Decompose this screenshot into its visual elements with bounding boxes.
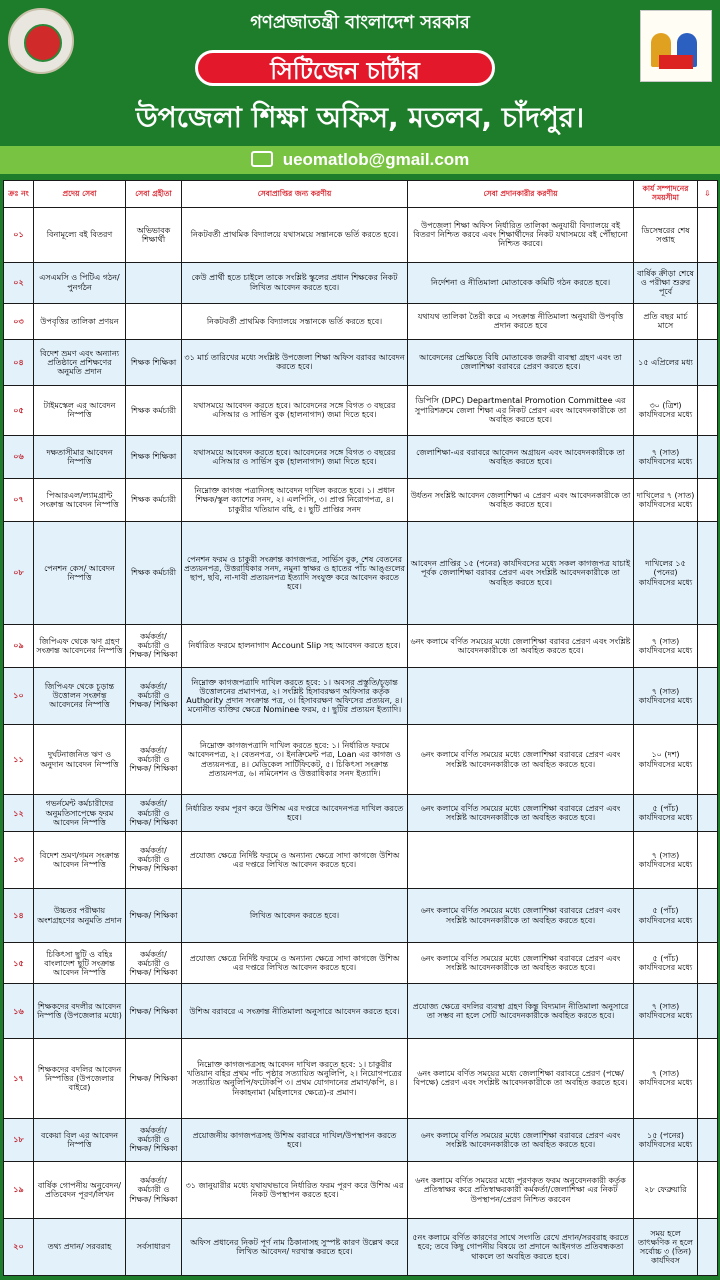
table-row — [4, 943, 718, 984]
header-recipient: সেবা গ্রহীতা — [126, 181, 182, 208]
row-timeframe: ৫ (পাঁচ) কার্যদিবসের মধ্যে — [634, 795, 698, 831]
row-provider-action: নির্দেশনা ও নীতিমালা মোতাবেক কমিটি গঠন করতে হবে। — [408, 262, 634, 303]
row-service: জিপিএফ থেকে ঋণ গ্রহণ সংক্রান্ত আবেদনের নিস্পত্তি — [34, 624, 126, 667]
row-recipient-action: ৩১ মার্চ তারিখের মধ্যে সংশ্লিষ্ট উপজেলা শিক্ষা অফিস বরাবর আবেদন করতে হবে। — [182, 340, 408, 386]
row-blank — [698, 208, 718, 263]
row-recipient: শিক্ষক কর্মচারী — [126, 385, 182, 435]
row-blank — [698, 943, 718, 984]
row-blank — [698, 984, 718, 1039]
row-service: জিপিএফ থেকে চূড়ান্ত উত্তোলন সংক্রান্ত আবেদনের নিস্পত্তি — [34, 667, 126, 724]
row-recipient: কর্মকর্তা/ কর্মচারী ও শিক্ষক/ শিক্ষিকা — [126, 667, 182, 724]
row-service: চিকিৎসা ছুটি ও বহিঃ বাংলাদেশ ছুটি সংক্রান্ত আবেদন নিস্পত্তি — [34, 943, 126, 984]
row-recipient: শিক্ষক/ শিক্ষিকা — [126, 1039, 182, 1119]
row-service: বিদেশ ভ্রমণ/গমন সংক্রান্ত আবেদন নিস্পত্তি — [34, 831, 126, 888]
row-blank — [698, 831, 718, 888]
row-service: উচ্চতর পরীক্ষায় অংশগ্রহণের অনুমতি প্রদান — [34, 888, 126, 943]
row-serial: ১৪ — [4, 888, 34, 943]
row-serial: ১১ — [4, 724, 34, 795]
row-serial: ০৫ — [4, 385, 34, 435]
row-provider-action: ৫নং কলামে বর্ণিত কারণের সাথে সংগতি রেখে প্রদান/সরবরাহ করতে হবে; তবে কিছু গোপনীয় বিষয়ে তা প্রদানে আইনগত প্রতিবন্ধকতা থাকলে তা অবহিত করতে হবে। — [408, 1218, 634, 1275]
row-timeframe: দাখিলের ৭ (সাত) কার্যদিবসের মধ্যে — [634, 478, 698, 521]
row-timeframe: ৭ (সাত) কার্যদিবসের মধ্যে — [634, 667, 698, 724]
row-blank — [698, 435, 718, 478]
table-row — [4, 303, 718, 339]
row-timeframe: ১৫ এপ্রিলের মধ্য — [634, 340, 698, 386]
row-provider-action: উপজেলা শিক্ষা অফিস নির্ধারিত তালিকা অনুযায়ী বিদ্যালয়ে বই বিতরণ নিশ্চিত করবে এবং শিক্ষার্থীদের নিকট যথাসময়ে বই পৌঁছানো নিশ্চিত করবে। — [408, 208, 634, 263]
row-service: টাইমস্কেল এর আবেদন নিস্পত্তি — [34, 385, 126, 435]
row-service: তথ্য প্রদান/ সরবরাহ — [34, 1218, 126, 1275]
row-recipient — [126, 262, 182, 303]
row-service: পিআরএল/ল্যামগ্রান্ট সংক্রান্ত আবেদন নিস্পত্তি — [34, 478, 126, 521]
table-row — [4, 624, 718, 667]
row-timeframe: ৫ (পাঁচ) কার্যদিবসের মধ্যে — [634, 888, 698, 943]
row-recipient-action: যথাসময়ে আবেদন করতে হবে। আবেদনের সঙ্গে বিগত ৩ বছরের এসিআর ও সার্ভিস বুক (হালনাগাদ) জমা দিতে হবে। — [182, 435, 408, 478]
table-row — [4, 385, 718, 435]
row-recipient-action: নিম্নোক্ত কাগজপত্রাদি দাখিল করতে হবে: ১। অবসর প্রস্তুতি/চূড়ান্ত উত্তোলনের প্রমাণপত্র, ২। সংশ্লিষ্ট হিসাবরক্ষণ অফিসার কর্তৃক Authority প্রদান সংক্রান্ত পত্র, ৩। হিসাবরক্ষণ অফিসের প্রত্যয়ন, ৪। মনোনীত ব্যক্তির ক্ষেত্রে Nominee ফরম, ৫। ছুটির প্রত্যয়ন ইত্যাদি। — [182, 667, 408, 724]
row-provider-action: জেলাশিক্ষা-এর বরাবরে আবেদন অগ্রায়ন এবং আবেদনকারীকে তা অবহিত করতে হবে। — [408, 435, 634, 478]
row-timeframe: ১০ (দশ) কার্যদিবসের মধ্যে — [634, 724, 698, 795]
row-blank — [698, 340, 718, 386]
row-serial: ০৩ — [4, 303, 34, 339]
row-recipient-action: পেনশন ফরম ও চাকুরী সংক্রান্ত কাগজপত্র, সার্ভিস বুক, শেষ বেতনের প্রত্যয়নপত্র, উত্তরাধিকার সনদ, নমুনা স্বাক্ষর ও হাতের পাঁচ আঙ্গুলের ছাপ, ছবি, না-দাবী প্রত্যয়নপত্র ইত্যাদি সংযুক্ত করে আবেদন করতে হবে। — [182, 522, 408, 624]
row-serial: ১২ — [4, 795, 34, 831]
table-row — [4, 888, 718, 943]
row-recipient: অভিভাবক শিক্ষার্থী — [126, 208, 182, 263]
table-row — [4, 1118, 718, 1161]
row-timeframe: বার্ষিক ক্রীড়া শেষে ও পরীক্ষা শুরুর পূর্বে — [634, 262, 698, 303]
row-recipient-action: নির্ধারিত ফরম পূরণ করে উশিঅ এর দপ্তরে আবেদনপত্র দাখিল করতে হবে। — [182, 795, 408, 831]
row-blank — [698, 1218, 718, 1275]
row-serial: ২০ — [4, 1218, 34, 1275]
row-recipient: সর্বসাধারণ — [126, 1218, 182, 1275]
table-row — [4, 1218, 718, 1275]
row-provider-action: ৬নং কলামে বর্ণিত সময়ের মধ্যে জেলাশিক্ষা বরাবরে প্রেরণ এবং সংশ্লিষ্ট আবেদনকারীকে তা অবহিত করতে হবে। — [408, 943, 634, 984]
row-blank — [698, 262, 718, 303]
row-serial: ০৮ — [4, 522, 34, 624]
row-service: গভর্নমেন্ট কর্মচারীদের অনুমতিসাপেক্ষে ফরম আবেদন নিস্পত্তি — [34, 795, 126, 831]
row-provider-action: ৬নং কলামে বর্ণিত সময়ের মধ্যে জেলাশিক্ষা বরাবরে প্রেরণ (পক্ষে/বিপক্ষে) প্রেরণ এবং সংশ্লিষ্ট আবেদনকারীকে তা অবহিত করতে হবে। — [408, 1039, 634, 1119]
row-provider-action: ডিপিসি (DPC) Departmental Promotion Committee এর সুপারিশক্রমে জেলা শিক্ষা এর নিকট প্রেরণ এবং আবেদনকারীকে তা অবহিত করতে হবে। — [408, 385, 634, 435]
citizen-charter-title: সিটিজেন চার্টার — [195, 50, 495, 86]
row-recipient-action: নিকটবর্তী প্রাথমিক বিদ্যালয়ে যথাসময়ে সন্তানকে ভর্তি করতে হবে। — [182, 208, 408, 263]
row-blank — [698, 1039, 718, 1119]
header-timeframe: কার্য সম্পাদনের সময়সীমা — [634, 181, 698, 208]
row-serial: ১৯ — [4, 1162, 34, 1219]
row-serial: ০১ — [4, 208, 34, 263]
row-blank — [698, 303, 718, 339]
header-arrow-icon: ⇩ — [698, 181, 718, 208]
row-service: শিক্ষকদের বদলীর আবেদন নিস্পত্তি (উপজেলার মধ্যে) — [34, 984, 126, 1039]
row-serial: ১৫ — [4, 943, 34, 984]
header-serial: ক্রঃ নং — [4, 181, 34, 208]
row-recipient: শিক্ষক শিক্ষিকা — [126, 435, 182, 478]
row-recipient-action: নিম্নোক্ত কাগজপত্রসহ আবেদন দাখিল করতে হবে: ১। চাকুরীর খতিয়ান বহির প্রথম পাঁচ পৃষ্ঠার সত্যায়িত অনুলিপি, ২। নিয়োগপত্রের সত্যায়িত অনুলিপি/ফটোকপি ৩। প্রথম যোগদানের প্রমাণ/কপি, ৪। নিকাহনামা (মহিলাদের ক্ষেত্রে)-র প্রমাণ। — [182, 1039, 408, 1119]
row-recipient-action: নিম্নোক্ত কাগজ পত্রাদিসহ আবেদন দাখিল করতে হবে। ১। প্রধান শিক্ষক/স্কুল ক্যাশের সনদ, ২। এলপিসি, ৩। প্রাপ্ত নিরোগপত্র, ৪। চাকুরীর খতিয়ান বহি, ৫। ছুটি প্রাপ্তির সনদ — [182, 478, 408, 521]
row-provider-action: ৬নং কলামে বর্ণিত সময়ের মধ্যে জেলাশিক্ষা বরাবরে প্রেরণ এবং সংশ্লিষ্ট আবেদনকারীকে তা অবহিত করতে হবে। — [408, 1118, 634, 1161]
row-serial: ১৬ — [4, 984, 34, 1039]
row-recipient-action: লিখিত আবেদন করতে হবে। — [182, 888, 408, 943]
row-timeframe: ৭ (সাত) কার্যদিবসের মধ্যে — [634, 831, 698, 888]
row-recipient-action: নিকটবর্তী প্রাথমিক বিদ্যালয়ে সন্তানকে ভর্তি করতে হবে। — [182, 303, 408, 339]
table-row — [4, 478, 718, 521]
row-blank — [698, 724, 718, 795]
row-serial: ০৯ — [4, 624, 34, 667]
row-provider-action: যথাযথ তালিকা তৈরী করে এ সংক্রান্ত নীতিমালা অনুযায়ী উপবৃত্তি প্রদান করতে হবে — [408, 303, 634, 339]
row-recipient-action: ৩১ জানুয়ারীর মধ্যে যথাযথভাবে নির্ধারিত ফরম পূরণ করে উশিঅ এর নিকট উপস্থাপন করতে হবে। — [182, 1162, 408, 1219]
row-serial: ০৪ — [4, 340, 34, 386]
row-recipient-action: প্রয়োজনীয় কাগজপত্রসহ উশিঅ বরাবরে দাখিল/উপস্থাপন করতে হবে। — [182, 1118, 408, 1161]
government-title: গণপ্রজাতন্ত্রী বাংলাদেশ সরকার — [250, 12, 470, 33]
row-provider-action: ৬নং কলামে বর্ণিত সময়ের মধ্যে জেলাশিক্ষা বরাবরে প্রেরণ এবং সংশ্লিষ্ট আবেদনকারীকে তা অবহিত করতে হবে। — [408, 888, 634, 943]
row-provider-action: ৬নং কলামে বর্ণিত সময়ের মধ্যে জেলাশিক্ষা বরাবরে প্রেরণ এবং সংশ্লিষ্ট আবেদনকারীকে তা অবহিত করতে হবে। — [408, 795, 634, 831]
email-bar — [0, 146, 720, 174]
row-provider-action — [408, 831, 634, 888]
table-row — [4, 522, 718, 624]
row-provider-action: ৬নং কলামে বর্ণিত সময়ের মধ্যে জেলাশিক্ষা বরাবরে প্রেরণ এবং সংশ্লিষ্ট আবেদনকারীকে তা অবহিত করতে হবে। — [408, 724, 634, 795]
row-provider-action: আবেদনের প্রেক্ষিতে বিধি মোতাবেক জরুরী ব্যবস্থা গ্রহণ এবং তা জেলাশিক্ষা বরাবরে প্রেরণ করতে হবে। — [408, 340, 634, 386]
row-serial: ০৬ — [4, 435, 34, 478]
row-serial: ১৩ — [4, 831, 34, 888]
education-logo — [640, 10, 712, 82]
table-header-row — [4, 181, 718, 208]
row-service: দক্ষতাসীমার আবেদন নিস্পত্তি — [34, 435, 126, 478]
row-blank — [698, 1118, 718, 1161]
row-recipient-action: প্রযোজ্য ক্ষেত্রে নির্দিষ্ট ফরমে ও অন্যান্য ক্ষেত্রে সাদা কাগজে উশিঅ এর দপ্তরে লিখিত আবেদন করতে হবে। — [182, 831, 408, 888]
row-serial: ০২ — [4, 262, 34, 303]
table-row — [4, 435, 718, 478]
row-recipient: কর্মকর্তা/ কর্মচারী ও শিক্ষক/ শিক্ষিকা — [126, 724, 182, 795]
row-blank — [698, 888, 718, 943]
row-recipient: কর্মকর্তা/ কর্মচারী ও শিক্ষক/ শিক্ষিকা — [126, 624, 182, 667]
row-timeframe: ২৮ ফেব্রুয়ারি — [634, 1162, 698, 1219]
row-recipient: শিক্ষক/ শিক্ষিকা — [126, 888, 182, 943]
row-service: এসএমসি ও পিটিএ গঠন/পুনর্গঠন — [34, 262, 126, 303]
row-recipient: শিক্ষক কর্মচারী — [126, 478, 182, 521]
row-blank — [698, 1162, 718, 1219]
row-service: বিনামূল্যে বই বিতরণ — [34, 208, 126, 263]
row-service: উপবৃত্তির তালিকা প্রণয়ন — [34, 303, 126, 339]
table-row — [4, 1039, 718, 1119]
row-recipient-action: প্রযোজ্য ক্ষেত্রে নির্দিষ্ট ফরমে ও অন্যান্য ক্ষেত্রে সাদা কাগজে উশিঅ এর দপ্তরে লিখিত আবেদন করতে হবে। — [182, 943, 408, 984]
row-service: দুর্ঘটনাজনিত ঋণ ও অনুদান আবেদন নিস্পত্তি — [34, 724, 126, 795]
row-recipient-action: উশিঅ বরাবরে এ সংক্রান্ত নীতিমালা অনুসারে আবেদন করতে হবে। — [182, 984, 408, 1039]
header-service: প্রদেয় সেবা — [34, 181, 126, 208]
row-service: বকেয়া বিল এর আবেদন নিস্পত্তি — [34, 1118, 126, 1161]
row-timeframe: ১৫ (পনের) কার্যদিবসের মধ্যে — [634, 1118, 698, 1161]
table-row — [4, 667, 718, 724]
table-row — [4, 340, 718, 386]
row-recipient: শিক্ষক/ শিক্ষিকা — [126, 984, 182, 1039]
row-serial: ০৭ — [4, 478, 34, 521]
email-icon — [251, 151, 273, 167]
row-service: পেনশন কেস/ আবেদন নিস্পত্তি — [34, 522, 126, 624]
row-timeframe: ৩০ (ত্রিশ) কার্যদিবসের মধ্যে — [634, 385, 698, 435]
table-row — [4, 795, 718, 831]
row-serial: ১০ — [4, 667, 34, 724]
table-row — [4, 984, 718, 1039]
row-provider-action: ৬নং কলামে বর্ণিত সময়ের মধ্যে পূরণকৃত ফরম অনুবেদনকারী কর্তৃক প্রতিস্বাক্ষর করে প্রতিস্বাক্ষরকারী কর্মকর্তা/জেলাশিক্ষা এর নিকট উপস্থাপন/প্রেরণ নিশ্চিত করবেন — [408, 1162, 634, 1219]
table-row — [4, 208, 718, 263]
row-service: বার্ষিক গোপনীয় অনুবেদন/প্রতিবেদন পূরণ/লিখন — [34, 1162, 126, 1219]
row-timeframe: ৭ (সাত) কার্যদিবসের মধ্যে — [634, 624, 698, 667]
row-service: শিক্ষকদের বদলির আবেদন নিস্পত্তির (উপজেলার বাইরে) — [34, 1039, 126, 1119]
row-recipient: কর্মকর্তা/ কর্মচারী ও শিক্ষক/ শিক্ষিকা — [126, 831, 182, 888]
row-recipient: কর্মকর্তা/ কর্মচারী ও শিক্ষক/ শিক্ষিকা — [126, 1162, 182, 1219]
row-provider-action — [408, 667, 634, 724]
row-recipient: শিক্ষক শিক্ষিকা — [126, 340, 182, 386]
row-recipient: কর্মকর্তা/ কর্মচারী ও শিক্ষক/ শিক্ষিকা — [126, 943, 182, 984]
row-recipient: কর্মকর্তা/ কর্মচারী ও শিক্ষক/ শিক্ষিকা — [126, 1118, 182, 1161]
header — [0, 0, 720, 146]
header-recipient-action: সেবাপ্রাপ্তির জন্য করণীয় — [182, 181, 408, 208]
row-timeframe: ৭ (সাত) কার্যদিবসের মধ্যে — [634, 984, 698, 1039]
row-serial: ১৮ — [4, 1118, 34, 1161]
row-provider-action: ৬নং কলামে বর্ণিত সময়ের মধ্যে জেলাশিক্ষা বরাবর প্রেরণ এবং সংশ্লিষ্ট আবেদনকারীকে তা অবহিত করতে হবে। — [408, 624, 634, 667]
table-row — [4, 262, 718, 303]
row-provider-action: প্রযোজ্য ক্ষেত্রে বদলির ব্যবস্থা গ্রহণ কিন্তু বিদ্যমান নীতিমালা অনুসারে তা সম্ভব না হলে সেটি আবেদনকারীকে অবহিত করতে হবে। — [408, 984, 634, 1039]
table-row — [4, 831, 718, 888]
row-recipient: শিক্ষক কর্মচারী — [126, 522, 182, 624]
email-address[interactable]: ueomatlob@gmail.com — [282, 150, 470, 169]
citizen-charter-table — [3, 180, 718, 1276]
row-recipient — [126, 303, 182, 339]
row-blank — [698, 522, 718, 624]
row-blank — [698, 795, 718, 831]
header-provider-action: সেবা প্রদানকারীর করণীয় — [408, 181, 634, 208]
row-recipient-action: নির্ধারিত ফরমে হালনাগাদ Account Slip সহ আবেদন করতে হবে। — [182, 624, 408, 667]
row-recipient-action: যথাসময়ে আবেদন করতে হবে। আবেদনের সঙ্গে বিগত ৩ বছরের এসিআর ও সার্ভিস বুক (হালনাগাদ) জমা দিতে হবে। — [182, 385, 408, 435]
row-blank — [698, 667, 718, 724]
row-timeframe: দাখিলের ১৫ (পনের) কার্যদিবসের মধ্যে — [634, 522, 698, 624]
row-provider-action: উর্ধতন সংশ্লিষ্ট আবেদন জেলাশিক্ষা এ প্রেরণ এবং আবেদনকারীকে তা অবহিত করতে হবে। — [408, 478, 634, 521]
row-blank — [698, 624, 718, 667]
row-blank — [698, 385, 718, 435]
row-recipient-action: অফিস প্রধানের নিকট পূর্ণ নাম ঠিকানাসহ সুস্পষ্ট কারণ উল্লেখ করে লিখিত আবেদন/ দরখাস্ত করতে হবে। — [182, 1218, 408, 1275]
table-row — [4, 724, 718, 795]
row-recipient-action: নিম্নোক্ত কাগজপত্রাদি দাখিল করতে হবে: ১। নির্ধারিত ফরমে আবেদনপত্র, ২। বেতনপত্র, ৩। ইনক্রিমেন্ট পত্র, Loan এর কাগজ ও প্রত্যয়নপত্র, ৪। মেডিকেল সার্টিফিকেট, ৫। চিকিৎসা সংক্রান্ত প্রত্যয়নপত্র, ৬। নমিনেশন ও উত্তরাধিকার সনদ ইত্যাদি। — [182, 724, 408, 795]
row-provider-action: আবেদন প্রাপ্তির ১৫ (পনের) কার্যদিবসের মধ্যে সকল কাগজপত্র যাচাই পূর্বক জেলাশিক্ষা বরাবর প্রেরণ এবং সংশ্লিষ্ট আবেদনকারীকে তা অবহিত করতে হবে। — [408, 522, 634, 624]
row-timeframe: ৭ (সাত) কার্যদিবসের মধ্যে — [634, 1039, 698, 1119]
row-timeframe: প্রতি বছর মার্চ মাসে — [634, 303, 698, 339]
table-row — [4, 1162, 718, 1219]
row-serial: ১৭ — [4, 1039, 34, 1119]
row-timeframe: ডিসেম্বরের শেষ সপ্তাহ — [634, 208, 698, 263]
row-timeframe: সময় হলে তাৎক্ষণিক ন হলে সর্বোচ্চ ৩ (তিন) কার্যদিবস — [634, 1218, 698, 1275]
office-title: উপজেলা শিক্ষা অফিস, মতলব, চাঁদপুর। — [135, 101, 585, 134]
row-timeframe: ৭ (সাত) কার্যদিবসের মধ্যে — [634, 435, 698, 478]
row-timeframe: ৫ (পাঁচ) কার্যদিবসের মধ্যে — [634, 943, 698, 984]
row-blank — [698, 478, 718, 521]
row-recipient: কর্মকর্তা/ কর্মচারী ও শিক্ষক/ শিক্ষিকা — [126, 795, 182, 831]
row-service: বিদেশ ভ্রমণ এবং অন্যান্য প্রতিষ্ঠানে প্রশিক্ষণের অনুমতি প্রদান — [34, 340, 126, 386]
row-recipient-action: কেউ প্রার্থী হতে চাইলে তাকে সংশ্লিষ্ট স্কুলের প্রধান শিক্ষকের নিকট লিখিত আবেদন করতে হবে। — [182, 262, 408, 303]
